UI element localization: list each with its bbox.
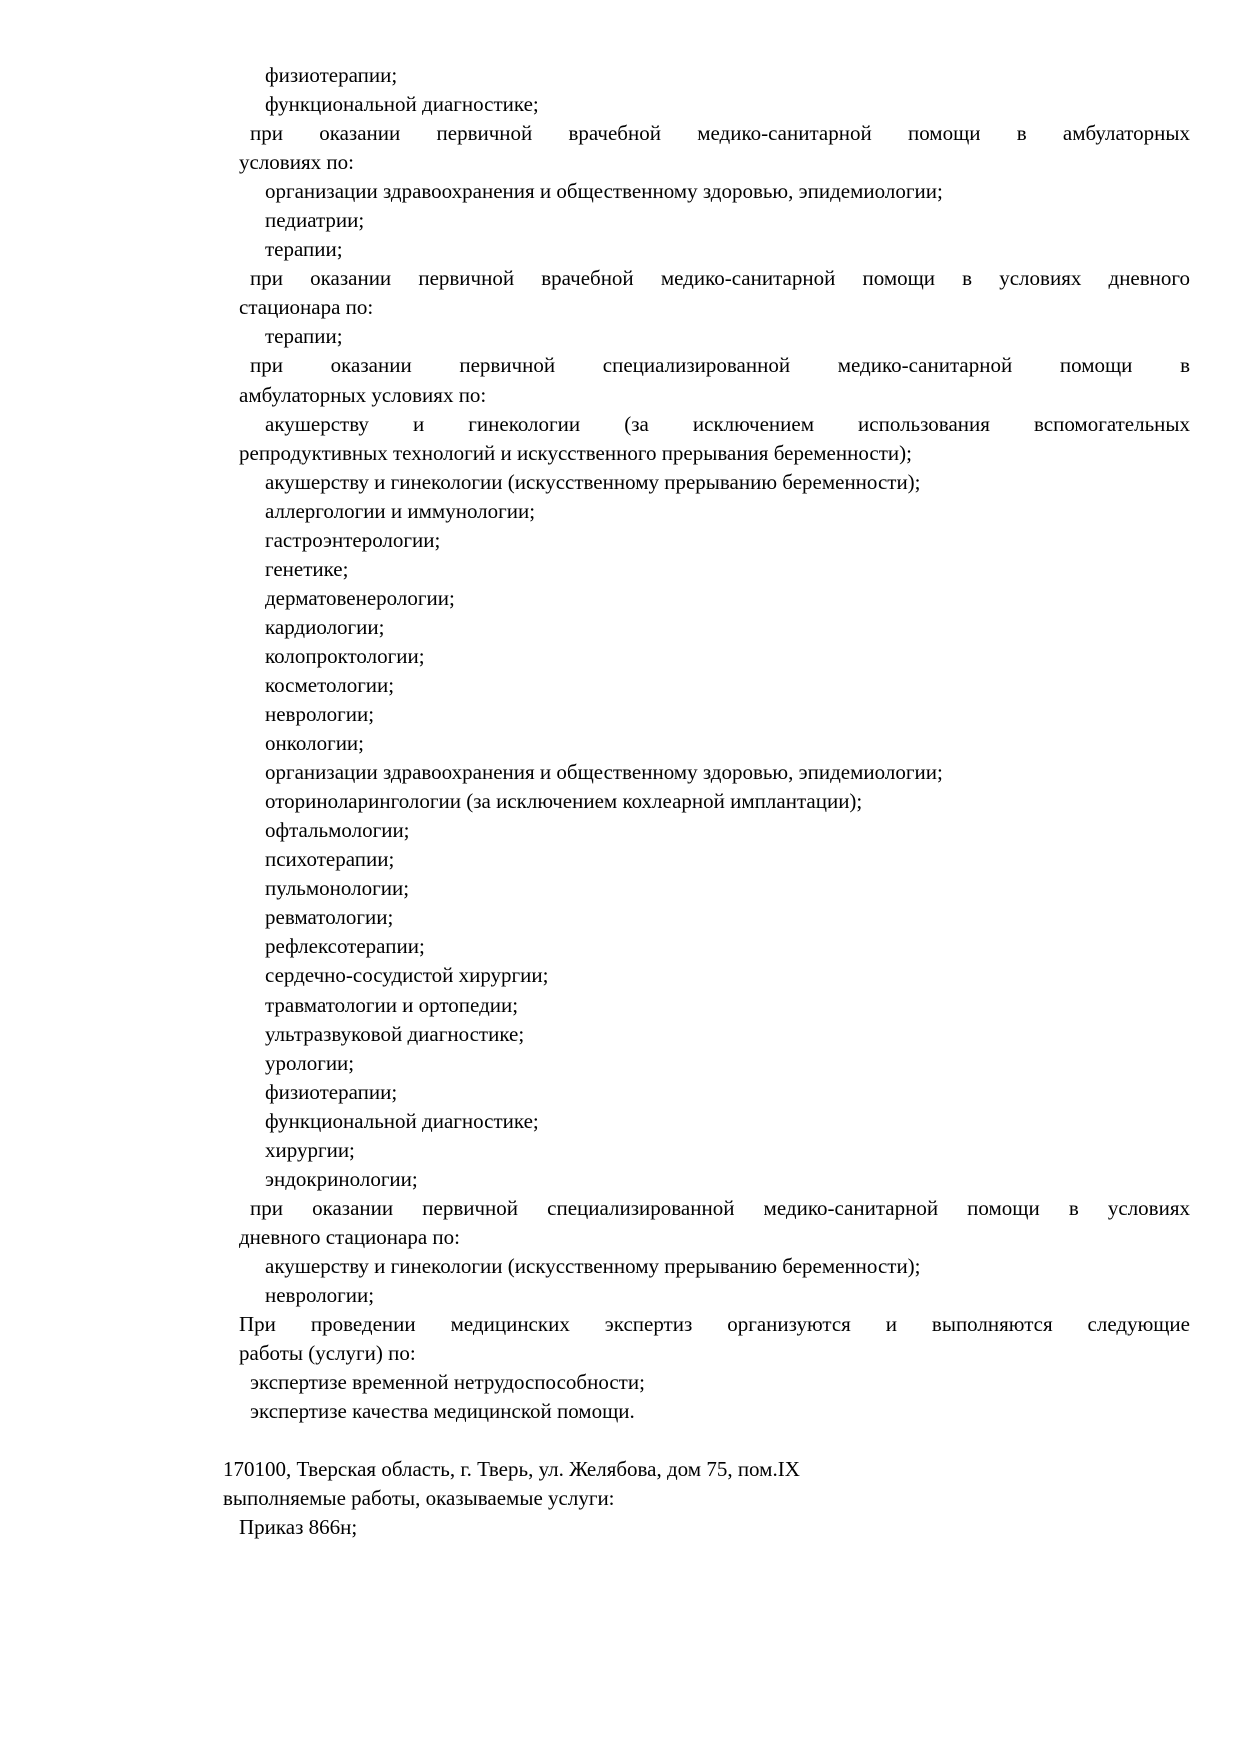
text-line: физиотерапии; [265, 63, 398, 87]
text-line: выполняемые работы, оказываемые услуги: [223, 1486, 615, 1511]
text-line: при оказании первичной врачебной медико-санитарной помощи в амбулаторных [250, 121, 1190, 146]
text-line: при оказании первичной специализированной медико-санитарной помощи в [250, 353, 1190, 378]
text-line: при оказании первичной врачебной медико-санитарной помощи в условиях дневного [250, 266, 1190, 291]
text-line: психотерапии; [265, 847, 395, 872]
text-line: пульмонологии; [265, 876, 410, 901]
text-line: акушерству и гинекологии (искусственному прерыванию беременности); [265, 1253, 921, 1278]
text-line: травматологии и ортопедии; [265, 992, 519, 1017]
text-line: При проведении медицинских экспертиз организуются и выполняются следующие [239, 1312, 1190, 1337]
text-line: ультразвуковой диагностике; [265, 1021, 525, 1046]
text-line: репродуктивных технологий и искусственного прерывания беременности); [239, 440, 912, 465]
text-line: сердечно-сосудистой хирургии; [265, 963, 549, 988]
blank-line [223, 1426, 1190, 1455]
text-line: функциональной диагностике; [265, 1108, 539, 1133]
text-line: акушерству и гинекологии (искусственному прерыванию беременности); [265, 469, 921, 494]
text-line: физиотерапии; [265, 1079, 398, 1104]
text-line: косметологии; [265, 672, 395, 697]
text-line: функциональной диагностике; [265, 92, 539, 117]
text-line: экспертизе временной нетрудоспособности; [250, 1370, 645, 1395]
text-line: неврологии; [265, 702, 375, 727]
text-line: организации здравоохранения и общественному здоровью, эпидемиологии; [265, 179, 943, 204]
text-line: условиях по: [239, 150, 354, 175]
text-line: работы (услуги) по: [239, 1341, 416, 1366]
text-line: рефлексотерапии; [265, 934, 425, 959]
text-line: стационара по: [239, 295, 374, 320]
text-line: офтальмологии; [265, 818, 410, 843]
text-line: неврологии; [265, 1282, 375, 1307]
text-line: онкологии; [265, 731, 365, 756]
text-line: ревматологии; [265, 905, 394, 930]
text-line: дерматовенерологии; [265, 585, 455, 610]
text-line: педиатрии; [265, 208, 365, 233]
text-line: терапии; [265, 237, 343, 262]
text-line: кардиологии; [265, 614, 385, 639]
text-line: при оказании первичной специализированной медико-санитарной помощи в условиях [250, 1195, 1190, 1220]
text-line: урологии; [265, 1050, 355, 1075]
text-line: эндокринологии; [265, 1166, 418, 1191]
text-line: 170100, Тверская область, г. Тверь, ул. Желябова, дом 75, пом.IX [223, 1457, 800, 1482]
text-line: терапии; [265, 324, 343, 349]
text-line: амбулаторных условиях по: [239, 382, 487, 407]
document-page [223, 61, 1190, 1542]
text-line: оториноларингологии (за исключением кохлеарной имплантации); [265, 789, 863, 814]
text-line: акушерству и гинекологии (за исключением использования вспомогательных [265, 411, 1190, 436]
text-line: хирургии; [265, 1137, 355, 1162]
text-line: колопроктологии; [265, 643, 425, 668]
text-line: аллергологии и иммунологии; [265, 498, 536, 523]
text-line: гастроэнтерологии; [265, 527, 441, 552]
text-line: организации здравоохранения и общественному здоровью, эпидемиологии; [265, 760, 943, 785]
text-line: генетике; [265, 556, 349, 581]
text-line: экспертизе качества медицинской помощи. [250, 1399, 635, 1424]
text-line: дневного стационара по: [239, 1224, 460, 1249]
text-line: Приказ 866н; [239, 1515, 358, 1540]
